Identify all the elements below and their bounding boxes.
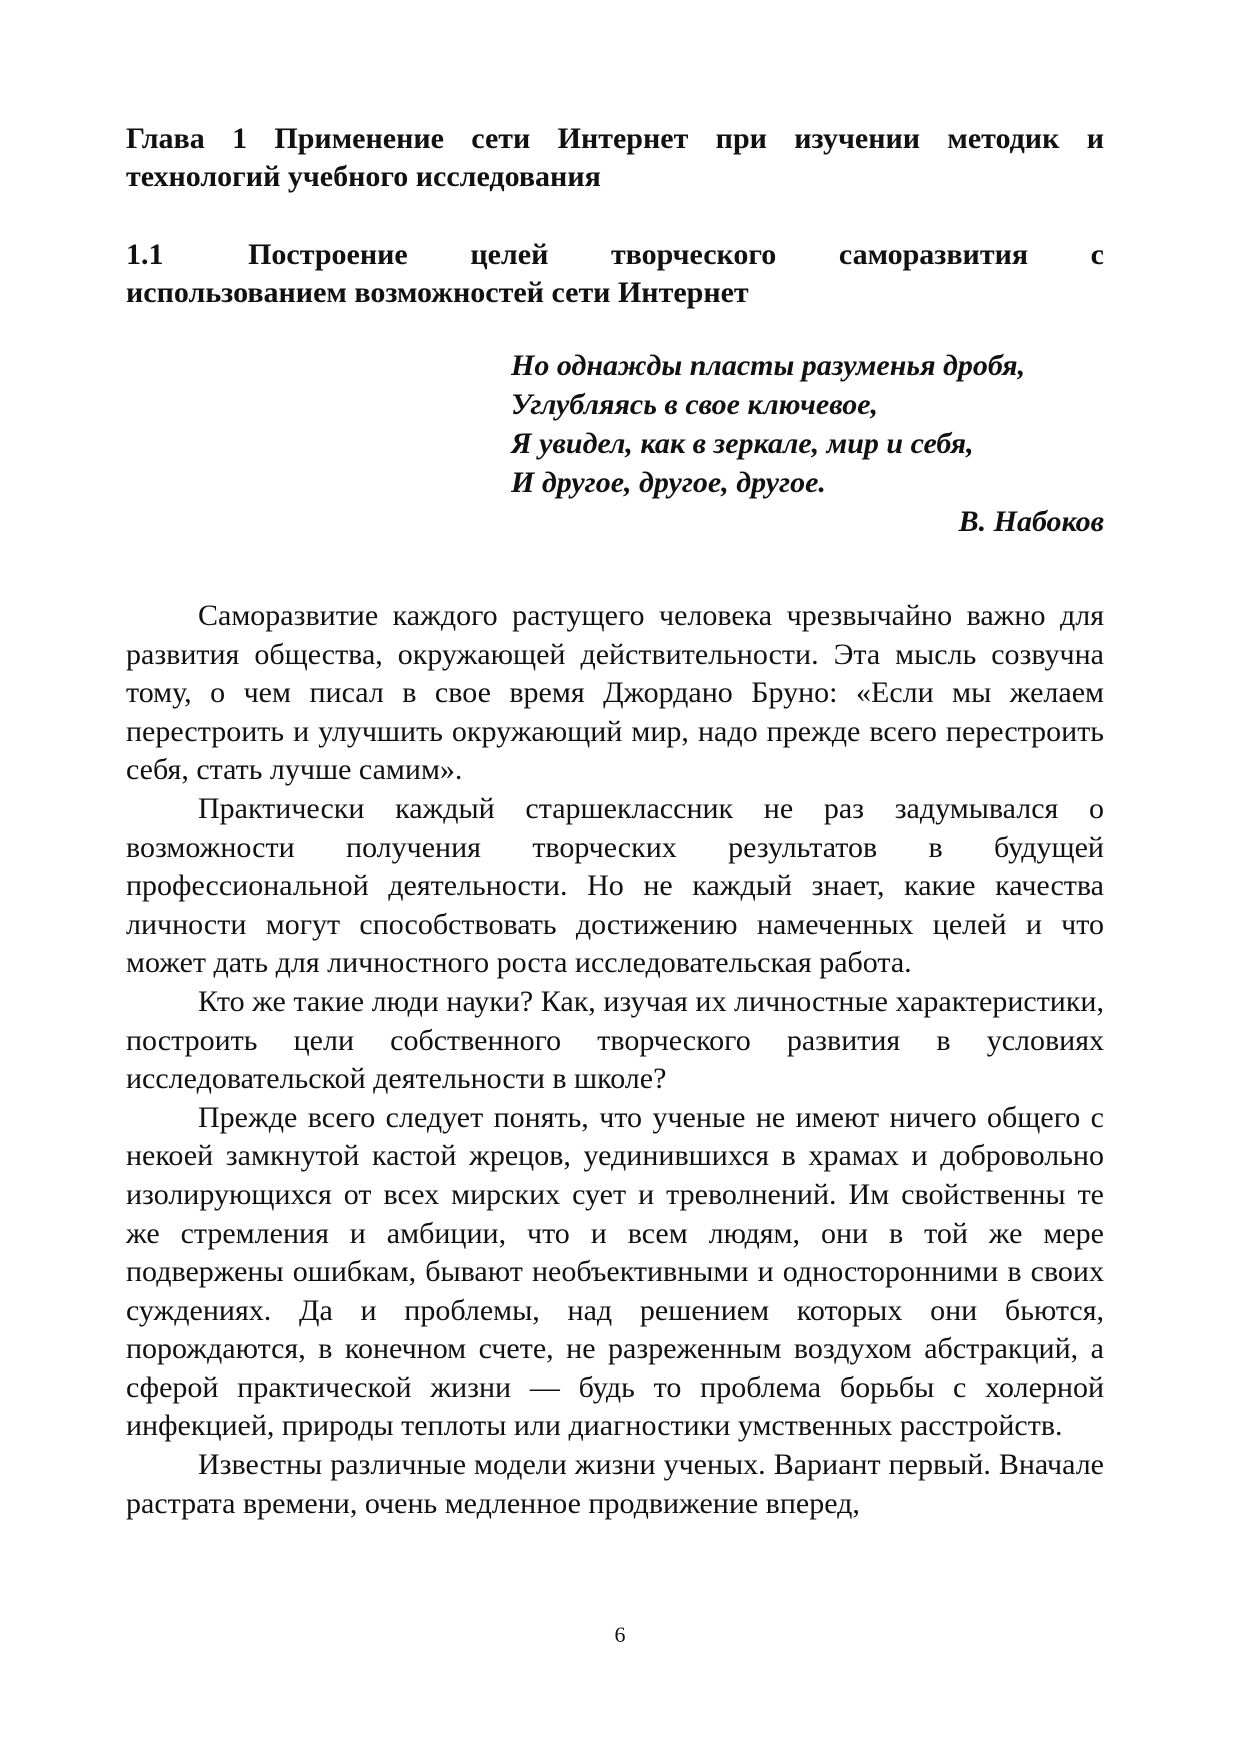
section-title-text-1: Построение целей творческого саморазвития с [248,238,1104,271]
paragraph: Известны различные модели жизни ученых. Вариант первый. Вначале растрата времени, очень медленное продвижение вперед, [126,1448,1104,1520]
page-number: 6 [614,1622,626,1647]
epigraph-line: Но однажды пласты разуменья дробя, [511,349,1026,382]
paragraph: Саморазвитие каждого растущего человека чрезвычайно важно для развития общества, окружающей действительности. Эта мысль созвучна тому, о чем писал в свое время Джордано Бруно: «Если мы желаем перестроить и улучшить окружающий мир, надо прежде всего перестроить себя, стать лучше самим». [126,599,1104,787]
body-text [126,597,1104,1523]
epigraph-author: В. Набоков [958,505,1104,538]
epigraph [511,346,1104,541]
section-title-line-2: использованием возможностей сети Интернет [126,276,749,309]
section-title [126,236,1104,312]
paragraph: Практически каждый старшеклассник не раз задумывался о возможности получения творческих результатов в будущей профессиональной деятельности. Но не каждый знает, какие качества личности могут способствовать достижению намеченных целей и что может дать для личностного роста исследовательская работа. [126,791,1104,980]
epigraph-line: Я увидел, как в зеркале, мир и себя, [511,427,974,460]
paragraph: Прежде всего следует понять, что ученые не имеют ничего общего с некоей замкнутой кастой жрецов, уединившихся в храмах и добровольно изолирующихся от всех мирских сует и треволнений. Им свойственны те же стремления и амбиции, что и всем людям, они в той же мере подвержены ошибкам, бывают необъективными и односторонними в своих суждениях. Да и проблемы, над решением которых они бьются, порождаются, в конечном счете, не разреженным воздухом абстракций, а сферой практической жизни — будь то проблема борьбы с холерной инфекцией, природы теплоты или диагностики умственных расстройств. [126,1100,1104,1443]
paragraph: Кто же такие люди науки? Как, изучая их личностные характеристики, построить цели собственного творческого развития в условиях исследовательской деятельности в школе? [126,984,1104,1096]
epigraph-line: Углубляясь в свое ключевое, [511,388,879,421]
epigraph-line: И другое, другое, другое. [511,466,826,499]
page-content [126,120,1104,1523]
section-number: 1.1 [126,238,164,271]
section-title-line-1 [126,236,1104,274]
chapter-title: Глава 1 Применение сети Интернет при изучении методик и технологий учебного исследования [126,122,1104,193]
